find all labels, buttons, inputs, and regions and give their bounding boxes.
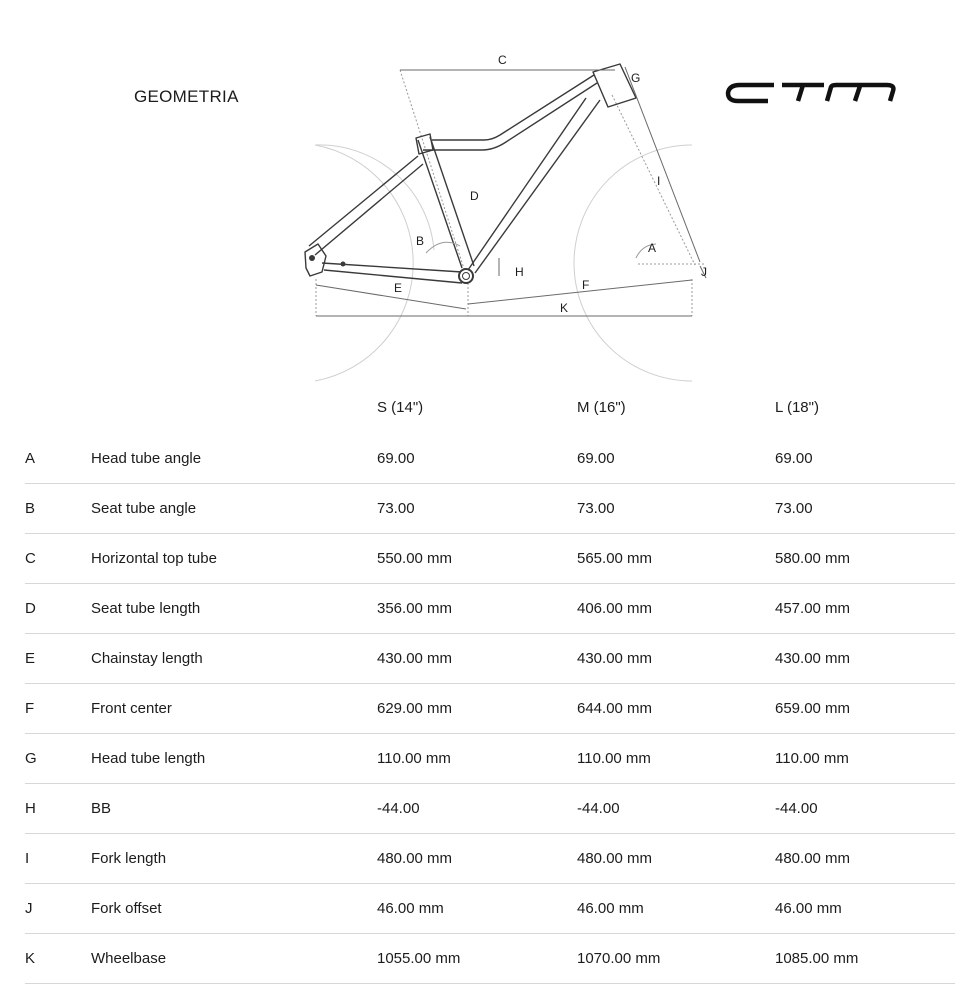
value-l: 480.00 mm [775, 834, 955, 884]
row-name: Wheelbase [91, 934, 377, 984]
table-row [25, 684, 955, 734]
row-name: Front center [91, 684, 377, 734]
value-s: -44.00 [377, 784, 577, 834]
value-s: 550.00 mm [377, 534, 577, 584]
size-header-s: S (14") [377, 399, 424, 416]
value-s: 69.00 [377, 434, 577, 484]
table-row [25, 784, 955, 834]
row-key: J [25, 884, 91, 934]
value-s: 480.00 mm [377, 834, 577, 884]
value-s: 356.00 mm [377, 584, 577, 634]
label-g: G [631, 71, 641, 85]
value-m: 430.00 mm [577, 634, 775, 684]
value-s: 46.00 mm [377, 884, 577, 934]
value-l: 73.00 [775, 484, 955, 534]
row-key: F [25, 684, 91, 734]
table-row [25, 834, 955, 884]
label-h: H [515, 265, 524, 279]
value-m: 110.00 mm [577, 734, 775, 784]
value-m: -44.00 [577, 784, 775, 834]
wheel-outlines [315, 145, 692, 381]
value-l: 1085.00 mm [775, 934, 955, 984]
value-s: 629.00 mm [377, 684, 577, 734]
row-name: Seat tube length [91, 584, 377, 634]
table-row [25, 634, 955, 684]
value-l: -44.00 [775, 784, 955, 834]
label-j: J [701, 265, 707, 279]
label-c: C [498, 53, 507, 67]
label-k: K [560, 301, 569, 315]
row-key: C [25, 534, 91, 584]
label-a: A [648, 241, 657, 255]
table-row [25, 434, 955, 484]
table-row [25, 534, 955, 584]
row-key: E [25, 634, 91, 684]
table-row [25, 934, 955, 984]
label-i: I [657, 174, 661, 188]
value-l: 430.00 mm [775, 634, 955, 684]
row-name: Horizontal top tube [91, 534, 377, 584]
value-l: 46.00 mm [775, 884, 955, 934]
row-key: B [25, 484, 91, 534]
value-l: 580.00 mm [775, 534, 955, 584]
value-m: 46.00 mm [577, 884, 775, 934]
label-d: D [470, 189, 479, 203]
size-header-m: M (16") [577, 399, 626, 416]
row-name: Fork length [91, 834, 377, 884]
geometry-diagram [0, 0, 972, 395]
row-key: G [25, 734, 91, 784]
table-row [25, 584, 955, 634]
size-header-l: L (18") [775, 399, 819, 416]
label-b: B [416, 234, 425, 248]
row-name: BB [91, 784, 377, 834]
value-l: 110.00 mm [775, 734, 955, 784]
row-name: Head tube length [91, 734, 377, 784]
value-m: 73.00 [577, 484, 775, 534]
row-name: Seat tube angle [91, 484, 377, 534]
construction-lines [316, 70, 705, 316]
row-key: A [25, 434, 91, 484]
label-e: E [394, 281, 403, 295]
value-l: 659.00 mm [775, 684, 955, 734]
table-row [25, 734, 955, 784]
row-key: I [25, 834, 91, 884]
value-m: 644.00 mm [577, 684, 775, 734]
value-m: 69.00 [577, 434, 775, 484]
row-name: Fork offset [91, 884, 377, 934]
value-m: 480.00 mm [577, 834, 775, 884]
geometry-table [25, 434, 955, 984]
row-key: H [25, 784, 91, 834]
table-row [25, 884, 955, 934]
value-s: 73.00 [377, 484, 577, 534]
value-s: 430.00 mm [377, 634, 577, 684]
value-s: 110.00 mm [377, 734, 577, 784]
value-m: 1070.00 mm [577, 934, 775, 984]
value-l: 457.00 mm [775, 584, 955, 634]
table-row [25, 484, 955, 534]
value-l: 69.00 [775, 434, 955, 484]
value-m: 406.00 mm [577, 584, 775, 634]
label-f: F [582, 278, 590, 292]
value-s: 1055.00 mm [377, 934, 577, 984]
bike-frame [305, 64, 636, 283]
value-m: 565.00 mm [577, 534, 775, 584]
row-name: Chainstay length [91, 634, 377, 684]
row-key: K [25, 934, 91, 984]
dimension-labels [394, 53, 707, 315]
page-title: GEOMETRIA [134, 87, 239, 106]
row-name: Head tube angle [91, 434, 377, 484]
row-key: D [25, 584, 91, 634]
